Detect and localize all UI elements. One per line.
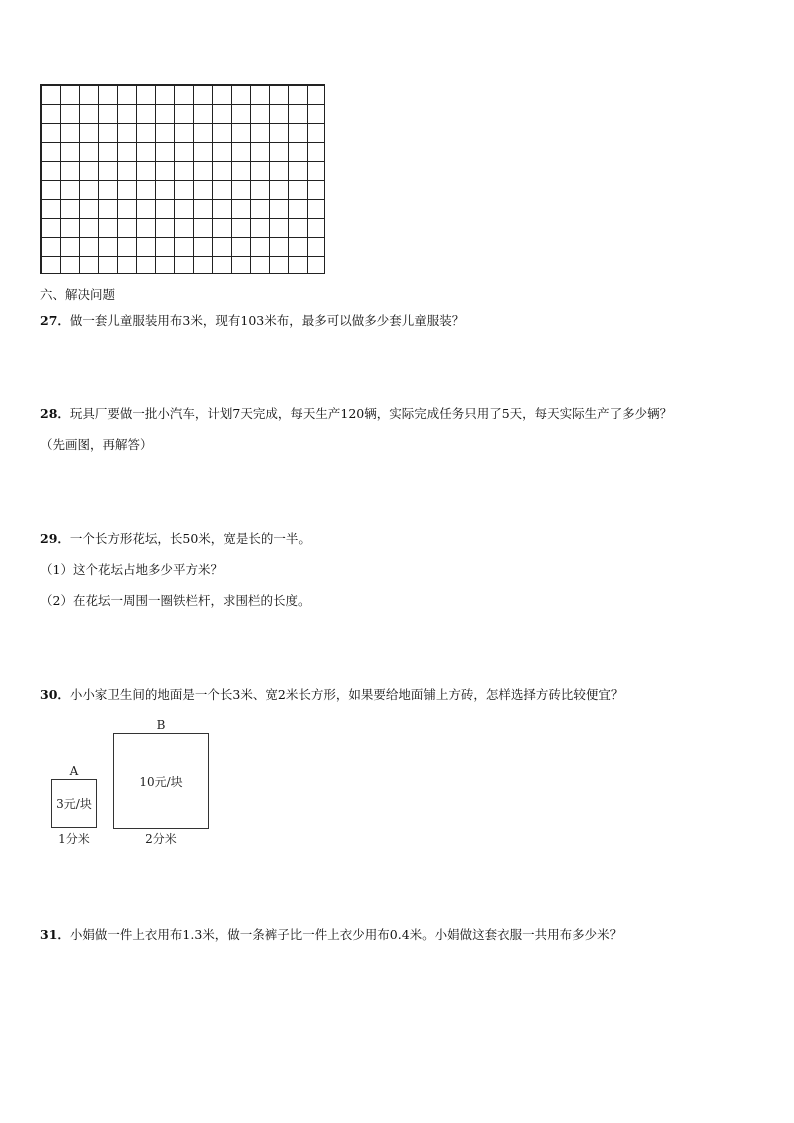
- question-29-text: 一个长方形花坛，长50米，宽是长的一半。: [69, 531, 311, 546]
- question-27: [40, 313, 464, 329]
- question-31-number: 31．: [40, 927, 70, 942]
- question-28-number: 28．: [40, 406, 70, 421]
- tile-b: [113, 733, 209, 829]
- tile-b-price: 10元/块: [139, 774, 183, 789]
- question-31-text: 小娟做一件上衣用布1.3米，做一条裤子比一件上衣少用布0.4米。小娟做这套衣服一共用布多少米？: [69, 927, 623, 942]
- question-29-sub2: （2）在花坛一周围一圈铁栏杆，求围栏的长度。: [40, 593, 311, 608]
- question-28-text: 玩具厂要做一批小汽车，计划7天完成，每天生产120辆，实际完成任务只用了5天，每天实际生产了多少辆？: [69, 406, 673, 421]
- tile-a-side: 1分米: [58, 832, 90, 846]
- question-30: [40, 687, 623, 703]
- question-30-number: 30．: [40, 687, 70, 702]
- grid-paper: [40, 84, 325, 274]
- tile-b-label: B: [156, 718, 166, 732]
- tile-a: [51, 779, 97, 828]
- question-27-number: 27．: [40, 313, 70, 328]
- question-27-text: 做一套儿童服装用布3米，现有103米布，最多可以做多少套儿童服装？: [69, 313, 465, 328]
- question-29-number: 29．: [40, 531, 70, 546]
- question-28-note: （先画图，再解答）: [40, 437, 153, 452]
- tile-a-price: 3元/块: [56, 797, 92, 811]
- question-31: [40, 927, 622, 943]
- question-30-text: 小小家卫生间的地面是一个长3米、宽2米长方形，如果要给地面铺上方砖，怎样选择方砖比较便宜？: [69, 687, 624, 702]
- section-title: 六、解决问题: [40, 287, 116, 302]
- tile-b-side: 2分米: [145, 832, 177, 846]
- question-28: [40, 406, 672, 422]
- tile-a-label: A: [69, 764, 79, 778]
- question-29-sub1: （1）这个花坛占地多少平方米？: [40, 562, 223, 577]
- question-29: [40, 531, 311, 547]
